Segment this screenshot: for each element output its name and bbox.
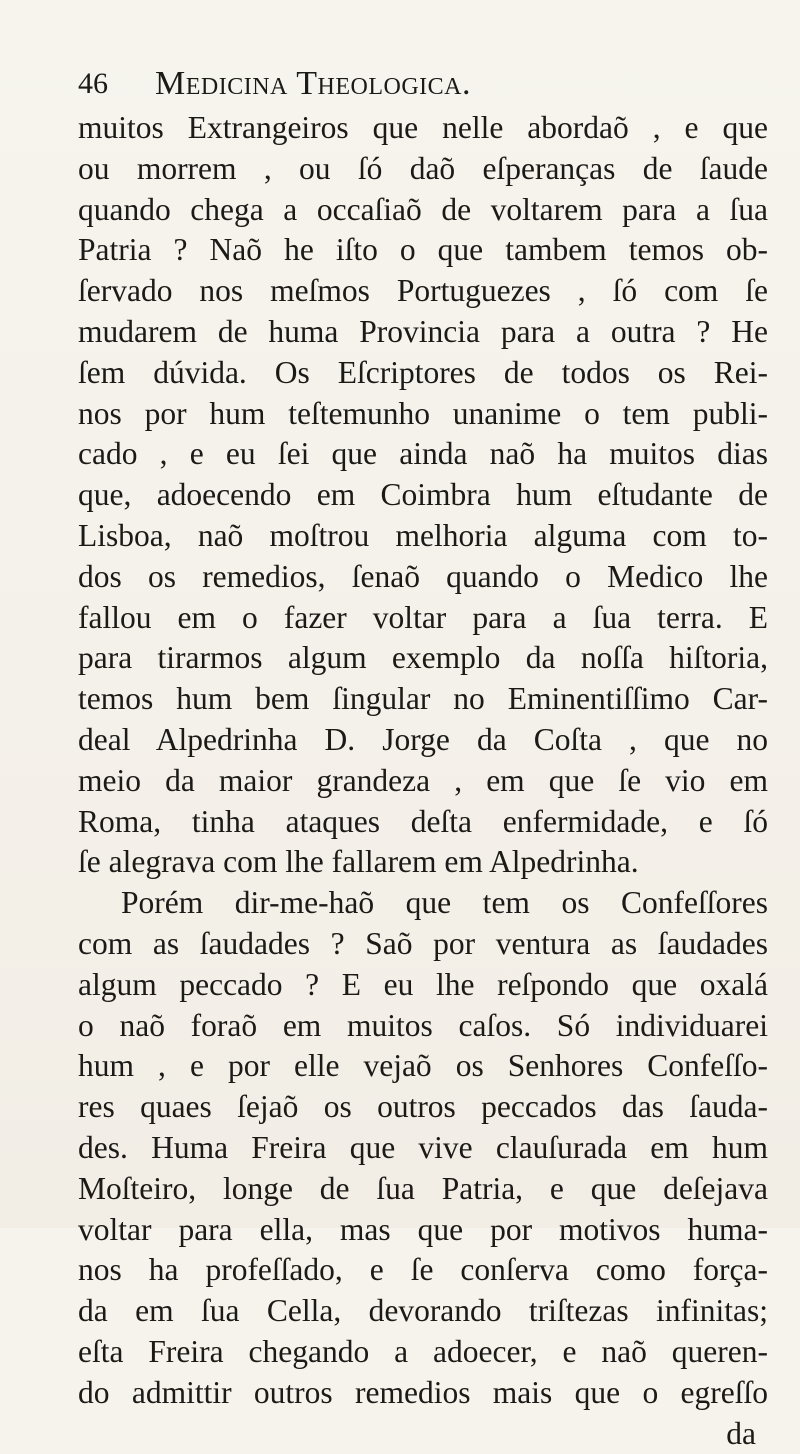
text-line: dos os remedios, ſenaõ quando o Medico lhe <box>78 557 768 598</box>
text-line: mudarem de huma Provincia para a outra ? He <box>78 312 768 353</box>
text-line: meio da maior grandeza , em que ſe vio em <box>78 761 768 802</box>
text-line: nos por hum teſtemunho unanime o tem publi- <box>78 394 768 435</box>
text-line: algum peccado ? E eu lhe reſpondo que oxalá <box>78 965 768 1006</box>
paragraph-first-line: Porém dir-me-haõ que tem os Confeſſores <box>78 883 768 924</box>
text-line: ou morrem , ou ſó daõ eſperanças de ſaude <box>78 149 768 190</box>
text-line: o naõ foraõ em muitos caſos. Só individuarei <box>78 1006 768 1047</box>
text-line: do admittir outros remedios mais que o egreſſo <box>78 1373 768 1414</box>
text-line: hum , e por elle vejaõ os Senhores Confeſſo- <box>78 1046 768 1087</box>
text-line: cado , e eu ſei que ainda naõ ha muitos dias <box>78 434 768 475</box>
text-line: da em ſua Cella, devorando triſtezas infinitas; <box>78 1291 768 1332</box>
text-line: ſem dúvida. Os Eſcriptores de todos os Rei- <box>78 353 768 394</box>
text-line: para tirarmos algum exemplo da noſſa hiſtoria, <box>78 638 768 679</box>
text-line: que, adoecendo em Coimbra hum eſtudante de <box>78 475 768 516</box>
text-line: fallou em o fazer voltar para a ſua terra. E <box>78 598 768 639</box>
running-head: Medicina Theologica. <box>155 64 471 104</box>
text-line: Lisboa, naõ moſtrou melhoria alguma com to- <box>78 516 768 557</box>
text-line: ſervado nos meſmos Portuguezes , ſó com ſe <box>78 271 768 312</box>
text-line: deal Alpedrinha D. Jorge da Coſta , que no <box>78 720 768 761</box>
page-number: 46 <box>78 64 108 104</box>
body-text <box>78 108 768 1454</box>
text-line: temos hum bem ſingular no Eminentiſſimo Car- <box>78 679 768 720</box>
catchword: da <box>78 1414 768 1454</box>
text-line: res quaes ſejaõ os outros peccados das ſauda- <box>78 1087 768 1128</box>
text-line: voltar para ella, mas que por motivos huma- <box>78 1210 768 1251</box>
text-line: des. Huma Freira que vive clauſurada em hum <box>78 1128 768 1169</box>
page-header <box>78 64 758 108</box>
text-line: com as ſaudades ? Saõ por ventura as ſaudades <box>78 924 768 965</box>
text-line: eſta Freira chegando a adoecer, e naõ queren- <box>78 1332 768 1373</box>
text-line: Moſteiro, longe de ſua Patria, e que deſejava <box>78 1169 768 1210</box>
text-line: muitos Extrangeiros que nelle abordaõ , e que <box>78 108 768 149</box>
text-line: quando chega a occaſiaõ de voltarem para a ſua <box>78 190 768 231</box>
text-line: nos ha profeſſado, e ſe conſerva como força- <box>78 1250 768 1291</box>
text-line: Roma, tinha ataques deſta enfermidade, e ſó <box>78 802 768 843</box>
text-line: Patria ? Naõ he iſto o que tambem temos ob- <box>78 230 768 271</box>
text-line: ſe alegrava com lhe fallarem em Alpedrinha. <box>78 842 768 883</box>
